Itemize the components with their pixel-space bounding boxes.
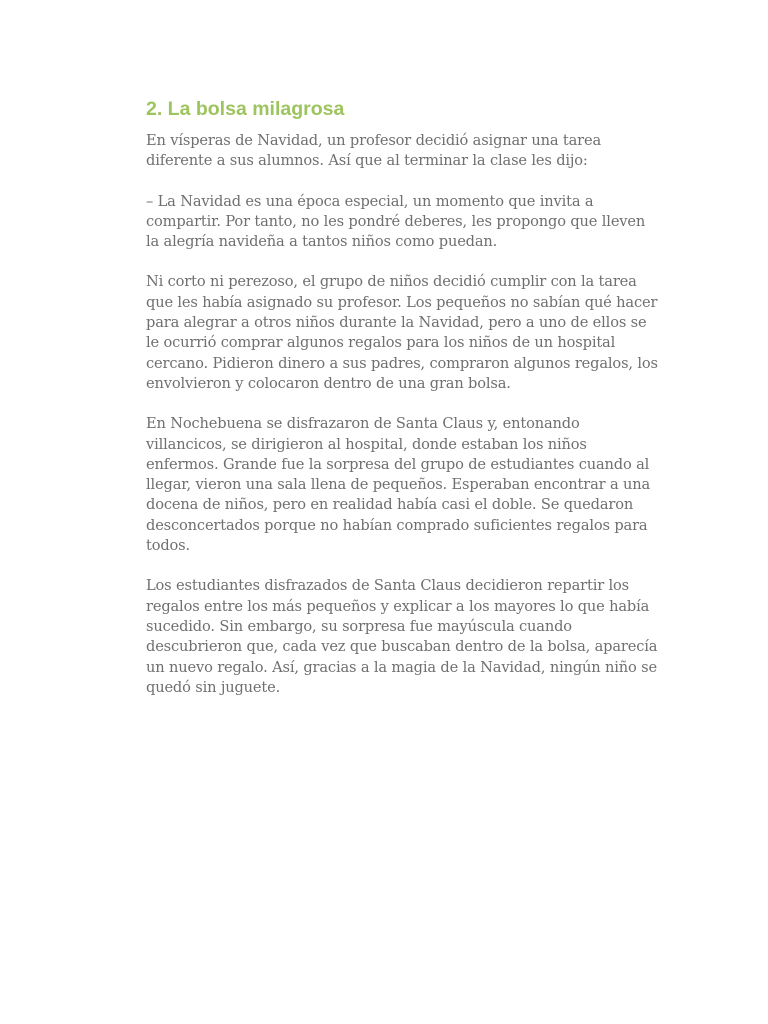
story-title: 2. La bolsa milagrosa: [146, 98, 345, 120]
paragraph-intro: En vísperas de Navidad, un profesor decidió asignar una tarea diferente a sus alumnos. Así que al terminar la clase les dijo:: [146, 132, 602, 170]
paragraph-magic-bag: Los estudiantes disfrazados de Santa Claus decidieron repartir los regalos entre los más pequeños y explicar a los mayores lo que había sucedido. Sin embargo, su sorpresa fue mayúscula cuando descubrieron que, cada vez que buscaban dentro de la bolsa, aparecía un nuevo regalo. Así, gracias a la magia de la Navidad, ningún niño se quedó sin juguete.: [146, 577, 658, 696]
paragraph-gift-plan: Ni corto ni perezoso, el grupo de niños decidió cumplir con la tarea que les había asignado su profesor. Los pequeños no sabían qué hacer para alegrar a otros niños durante la Navidad, pero a uno de ellos se le ocurrió comprar algunos regalos para los niños de un hospital cercano. Pidieron dinero a sus padres, compraron algunos regalos, los envolvieron y colocaron dentro de una gran bolsa.: [146, 273, 658, 392]
document-page: [146, 96, 658, 718]
paragraph-teacher-quote: – La Navidad es una época especial, un momento que invita a compartir. Por tanto, no les pondré deberes, les propongo que lleven la alegría navideña a tantos niños como puedan.: [146, 192, 646, 251]
paragraph-hospital-visit: En Nochebuena se disfrazaron de Santa Claus y, entonando villancicos, se dirigieron al hospital, donde estaban los niños enfermos. Grande fue la sorpresa del grupo de estudiantes cuando al llegar, vieron una sala llena de pequeños. Esperaban encontrar a una docena de niños, pero en realidad había casi el doble. Se quedaron desconcertados porque no habían comprado suficientes regalos para todos.: [146, 415, 651, 555]
